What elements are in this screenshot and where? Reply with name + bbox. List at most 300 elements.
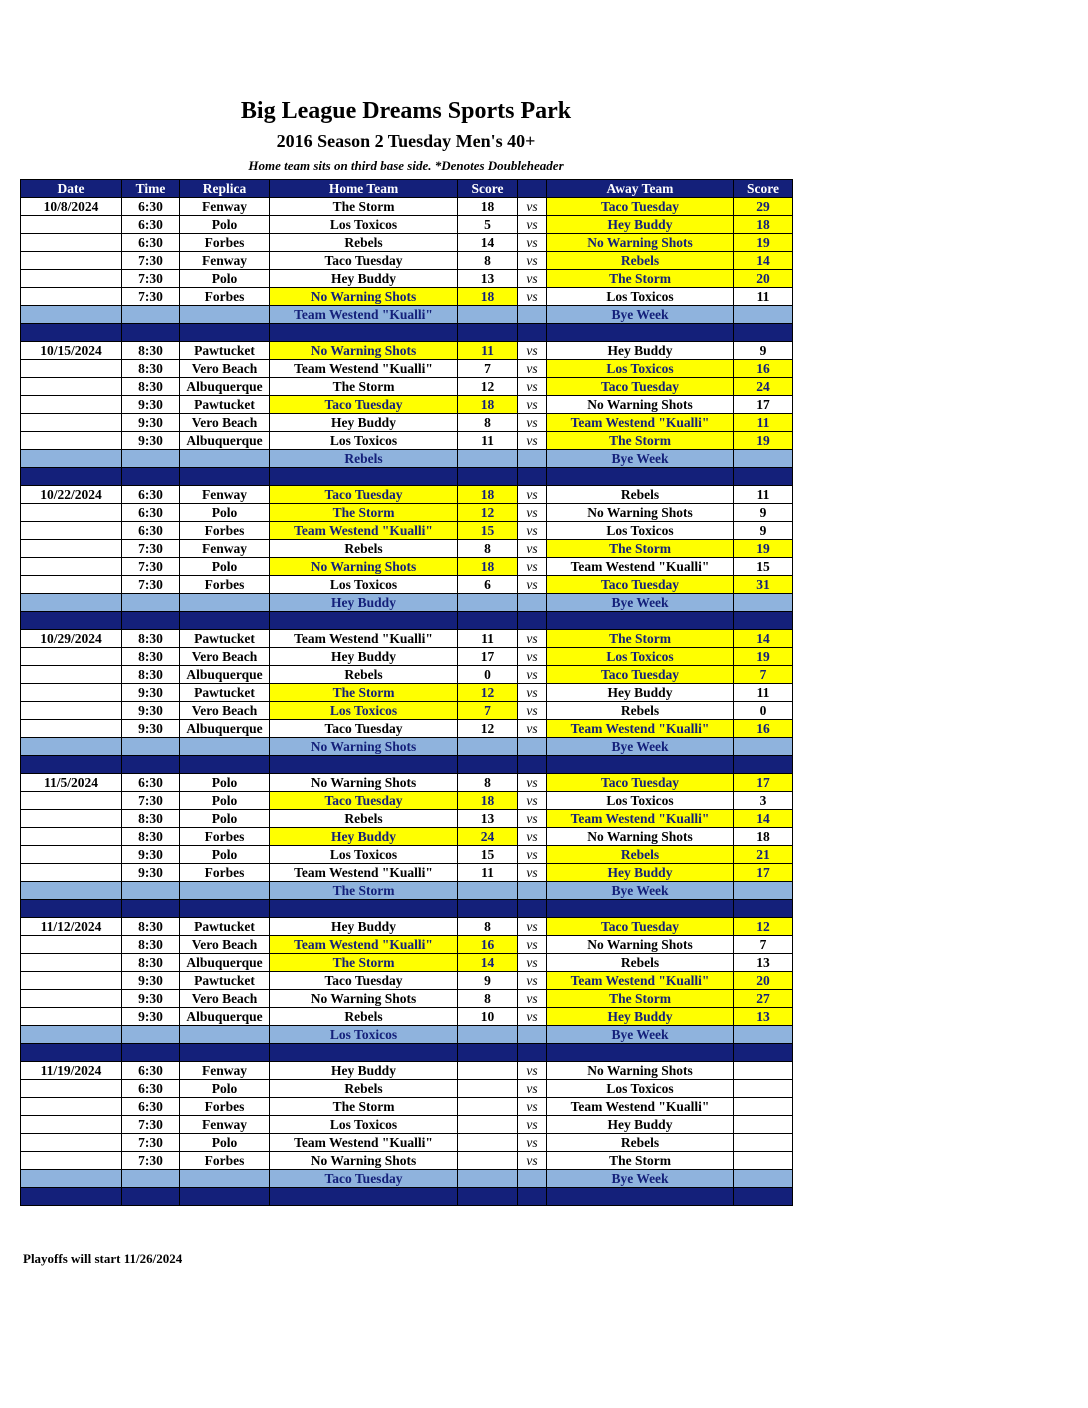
game-replica: Fenway [180,1062,270,1080]
bye-empty [21,450,122,468]
game-date [21,846,122,864]
game-row [21,540,793,558]
game-time: 8:30 [122,342,180,360]
away-score: 13 [734,954,793,972]
bye-empty [180,594,270,612]
home-score [458,1080,518,1098]
game-date [21,1116,122,1134]
bye-empty [122,1170,180,1188]
home-score: 8 [458,774,518,792]
home-team: Hey Buddy [270,828,458,846]
home-score: 8 [458,252,518,270]
game-date [21,540,122,558]
game-time: 8:30 [122,648,180,666]
home-team: No Warning Shots [270,1152,458,1170]
bye-empty [734,738,793,756]
away-team: Rebels [547,252,734,270]
header-vs [518,180,547,198]
bye-team: Taco Tuesday [270,1170,458,1188]
game-date: 10/29/2024 [21,630,122,648]
vs-label: vs [518,576,547,594]
game-row [21,1062,793,1080]
separator-cell [734,900,793,918]
bye-team: The Storm [270,882,458,900]
away-team: Hey Buddy [547,1116,734,1134]
separator-cell [518,1188,547,1206]
separator-cell [21,900,122,918]
game-replica: Forbes [180,288,270,306]
away-team: No Warning Shots [547,828,734,846]
table-header-row [21,180,793,198]
game-date [21,684,122,702]
game-date: 10/15/2024 [21,342,122,360]
game-replica: Vero Beach [180,414,270,432]
game-date: 11/5/2024 [21,774,122,792]
game-row [21,1116,793,1134]
separator-cell [122,468,180,486]
separator-cell [458,324,518,342]
week-separator-row [21,1188,793,1206]
home-team: Los Toxicos [270,576,458,594]
game-time: 6:30 [122,216,180,234]
game-row [21,198,793,216]
vs-label: vs [518,648,547,666]
separator-cell [122,1044,180,1062]
away-score: 16 [734,360,793,378]
game-row [21,936,793,954]
bye-week-label: Bye Week [547,306,734,324]
page-title: Big League Dreams Sports Park [240,98,572,124]
game-date [21,270,122,288]
bye-empty [458,1026,518,1044]
away-team: Hey Buddy [547,684,734,702]
game-date [21,558,122,576]
bye-empty [21,594,122,612]
game-date [21,504,122,522]
separator-cell [518,1044,547,1062]
week-separator-row [21,900,793,918]
vs-label: vs [518,1116,547,1134]
home-score: 17 [458,648,518,666]
vs-label: vs [518,828,547,846]
away-score [734,1098,793,1116]
away-score: 20 [734,270,793,288]
home-team: Team Westend "Kualli" [270,360,458,378]
separator-cell [270,324,458,342]
away-team: Los Toxicos [547,648,734,666]
page-subtitle: 2016 Season 2 Tuesday Men's 40+ [276,131,536,151]
game-time: 6:30 [122,234,180,252]
home-score: 7 [458,360,518,378]
game-replica: Vero Beach [180,936,270,954]
game-time: 7:30 [122,540,180,558]
away-score [734,1134,793,1152]
away-team: Taco Tuesday [547,666,734,684]
game-time: 9:30 [122,702,180,720]
separator-cell [458,1044,518,1062]
home-score: 0 [458,666,518,684]
game-replica: Pawtucket [180,972,270,990]
game-time: 8:30 [122,360,180,378]
away-score: 0 [734,702,793,720]
bye-empty [518,1026,547,1044]
bye-empty [458,450,518,468]
home-score [458,1134,518,1152]
separator-cell [458,612,518,630]
home-team: Hey Buddy [270,270,458,288]
bye-row [21,306,793,324]
game-row [21,630,793,648]
bye-empty [518,450,547,468]
bye-row [21,1170,793,1188]
game-date: 10/22/2024 [21,486,122,504]
vs-label: vs [518,216,547,234]
vs-label: vs [518,666,547,684]
home-team: Rebels [270,234,458,252]
home-score: 24 [458,828,518,846]
separator-cell [180,900,270,918]
away-score: 17 [734,774,793,792]
separator-cell [21,468,122,486]
bye-team: Hey Buddy [270,594,458,612]
away-score: 11 [734,684,793,702]
home-team: The Storm [270,378,458,396]
separator-cell [270,900,458,918]
game-date: 11/19/2024 [21,1062,122,1080]
game-replica: Polo [180,216,270,234]
game-date [21,252,122,270]
vs-label: vs [518,1062,547,1080]
away-team: Taco Tuesday [547,198,734,216]
game-time: 9:30 [122,846,180,864]
bye-row [21,450,793,468]
home-score: 18 [458,396,518,414]
home-team: Los Toxicos [270,702,458,720]
game-row [21,666,793,684]
game-row [21,1008,793,1026]
game-replica: Pawtucket [180,684,270,702]
away-score: 17 [734,396,793,414]
away-team: No Warning Shots [547,234,734,252]
home-team: Rebels [270,1008,458,1026]
away-team: Los Toxicos [547,288,734,306]
game-replica: Forbes [180,234,270,252]
vs-label: vs [518,1080,547,1098]
away-team: Taco Tuesday [547,918,734,936]
game-replica: Pawtucket [180,396,270,414]
game-replica: Polo [180,774,270,792]
separator-cell [734,1044,793,1062]
schedule-table [20,179,793,1206]
away-score: 9 [734,522,793,540]
home-score: 11 [458,630,518,648]
away-team: Hey Buddy [547,864,734,882]
game-replica: Polo [180,810,270,828]
game-time: 6:30 [122,1080,180,1098]
game-replica: Pawtucket [180,918,270,936]
game-time: 9:30 [122,864,180,882]
home-score: 6 [458,576,518,594]
game-replica: Pawtucket [180,342,270,360]
game-row [21,990,793,1008]
game-time: 7:30 [122,576,180,594]
game-row [21,720,793,738]
game-row [21,216,793,234]
home-team: Hey Buddy [270,1062,458,1080]
game-replica: Albuquerque [180,378,270,396]
separator-cell [21,324,122,342]
game-date [21,792,122,810]
home-score [458,1116,518,1134]
game-date [21,720,122,738]
bye-empty [180,1026,270,1044]
game-replica: Fenway [180,1116,270,1134]
game-date [21,1008,122,1026]
away-score: 14 [734,252,793,270]
game-time: 9:30 [122,990,180,1008]
game-row [21,1134,793,1152]
separator-cell [180,612,270,630]
home-team: Hey Buddy [270,918,458,936]
home-team: Hey Buddy [270,648,458,666]
home-team: Team Westend "Kualli" [270,630,458,648]
home-team: Taco Tuesday [270,252,458,270]
game-date [21,648,122,666]
away-score: 9 [734,504,793,522]
game-date [21,396,122,414]
home-team: Team Westend "Kualli" [270,936,458,954]
game-date [21,432,122,450]
game-time: 7:30 [122,792,180,810]
game-replica: Vero Beach [180,702,270,720]
game-time: 9:30 [122,414,180,432]
game-time: 7:30 [122,1134,180,1152]
separator-cell [122,756,180,774]
game-row [21,1152,793,1170]
game-time: 7:30 [122,288,180,306]
header-time: Time [122,180,180,198]
bye-empty [122,594,180,612]
vs-label: vs [518,522,547,540]
away-score: 14 [734,810,793,828]
home-score: 18 [458,486,518,504]
home-team: The Storm [270,198,458,216]
separator-cell [547,324,734,342]
separator-cell [122,612,180,630]
separator-cell [458,900,518,918]
separator-cell [122,324,180,342]
separator-cell [458,756,518,774]
game-time: 8:30 [122,828,180,846]
separator-cell [180,324,270,342]
separator-cell [734,1188,793,1206]
away-team: Los Toxicos [547,1080,734,1098]
away-score: 11 [734,288,793,306]
away-team: Rebels [547,1134,734,1152]
game-date [21,1134,122,1152]
bye-empty [180,306,270,324]
game-time: 7:30 [122,270,180,288]
game-time: 8:30 [122,954,180,972]
game-replica: Fenway [180,198,270,216]
game-date [21,1098,122,1116]
bye-empty [458,306,518,324]
bye-empty [180,450,270,468]
game-replica: Albuquerque [180,666,270,684]
bye-empty [458,594,518,612]
away-team: Rebels [547,954,734,972]
bye-week-label: Bye Week [547,1170,734,1188]
vs-label: vs [518,630,547,648]
vs-label: vs [518,342,547,360]
game-time: 6:30 [122,486,180,504]
vs-label: vs [518,702,547,720]
separator-cell [547,756,734,774]
bye-team: Team Westend "Kualli" [270,306,458,324]
vs-label: vs [518,774,547,792]
game-date [21,360,122,378]
game-time: 7:30 [122,1152,180,1170]
home-team: No Warning Shots [270,774,458,792]
game-row [21,378,793,396]
bye-empty [518,1170,547,1188]
bye-empty [21,1170,122,1188]
away-score: 7 [734,936,793,954]
home-score: 8 [458,540,518,558]
vs-label: vs [518,540,547,558]
game-date [21,702,122,720]
home-score: 18 [458,792,518,810]
away-score: 3 [734,792,793,810]
separator-cell [21,756,122,774]
vs-label: vs [518,360,547,378]
away-score [734,1116,793,1134]
home-score: 14 [458,954,518,972]
away-team: No Warning Shots [547,396,734,414]
separator-cell [21,1188,122,1206]
away-team: Los Toxicos [547,360,734,378]
vs-label: vs [518,846,547,864]
game-replica: Albuquerque [180,1008,270,1026]
home-score: 8 [458,414,518,432]
vs-label: vs [518,1008,547,1026]
home-team: Rebels [270,1080,458,1098]
game-row [21,810,793,828]
game-replica: Forbes [180,576,270,594]
away-score [734,1062,793,1080]
game-date [21,522,122,540]
away-score: 18 [734,216,793,234]
separator-cell [518,756,547,774]
home-team: The Storm [270,1098,458,1116]
bye-empty [734,882,793,900]
home-team: Taco Tuesday [270,486,458,504]
bye-row [21,1026,793,1044]
bye-empty [518,882,547,900]
game-replica: Albuquerque [180,720,270,738]
game-row [21,432,793,450]
separator-cell [180,1188,270,1206]
game-time: 6:30 [122,198,180,216]
home-team: The Storm [270,504,458,522]
home-team: Taco Tuesday [270,792,458,810]
away-score [734,1080,793,1098]
game-row [21,702,793,720]
separator-cell [122,900,180,918]
bye-row [21,738,793,756]
game-row [21,1098,793,1116]
game-replica: Vero Beach [180,360,270,378]
away-team: Rebels [547,846,734,864]
home-team: Los Toxicos [270,1116,458,1134]
game-date [21,666,122,684]
vs-label: vs [518,810,547,828]
home-score: 18 [458,288,518,306]
vs-label: vs [518,270,547,288]
header-date: Date [21,180,122,198]
game-time: 9:30 [122,972,180,990]
home-team: No Warning Shots [270,990,458,1008]
separator-cell [21,1044,122,1062]
vs-label: vs [518,990,547,1008]
bye-empty [122,306,180,324]
game-row [21,846,793,864]
bye-empty [458,738,518,756]
home-score: 12 [458,378,518,396]
game-time: 6:30 [122,1098,180,1116]
game-date: 11/12/2024 [21,918,122,936]
bye-row [21,594,793,612]
game-replica: Albuquerque [180,432,270,450]
game-row [21,342,793,360]
away-team: Rebels [547,486,734,504]
home-team: Los Toxicos [270,846,458,864]
away-team: Rebels [547,702,734,720]
game-row [21,270,793,288]
away-score: 24 [734,378,793,396]
vs-label: vs [518,1152,547,1170]
game-row [21,828,793,846]
away-team: No Warning Shots [547,504,734,522]
away-score: 15 [734,558,793,576]
game-replica: Forbes [180,1098,270,1116]
separator-cell [518,900,547,918]
home-score: 9 [458,972,518,990]
game-time: 9:30 [122,432,180,450]
bye-empty [21,306,122,324]
vs-label: vs [518,918,547,936]
away-score: 11 [734,414,793,432]
away-team: Hey Buddy [547,216,734,234]
away-score: 21 [734,846,793,864]
home-score: 18 [458,558,518,576]
home-team: Hey Buddy [270,414,458,432]
bye-empty [518,738,547,756]
separator-cell [270,612,458,630]
game-date [21,990,122,1008]
bye-empty [734,450,793,468]
away-team: Team Westend "Kualli" [547,558,734,576]
away-team: The Storm [547,630,734,648]
week-separator-row [21,1044,793,1062]
week-separator-row [21,324,793,342]
game-row [21,864,793,882]
away-team: Team Westend "Kualli" [547,414,734,432]
game-date [21,576,122,594]
away-team: Team Westend "Kualli" [547,810,734,828]
bye-week-label: Bye Week [547,882,734,900]
vs-label: vs [518,954,547,972]
